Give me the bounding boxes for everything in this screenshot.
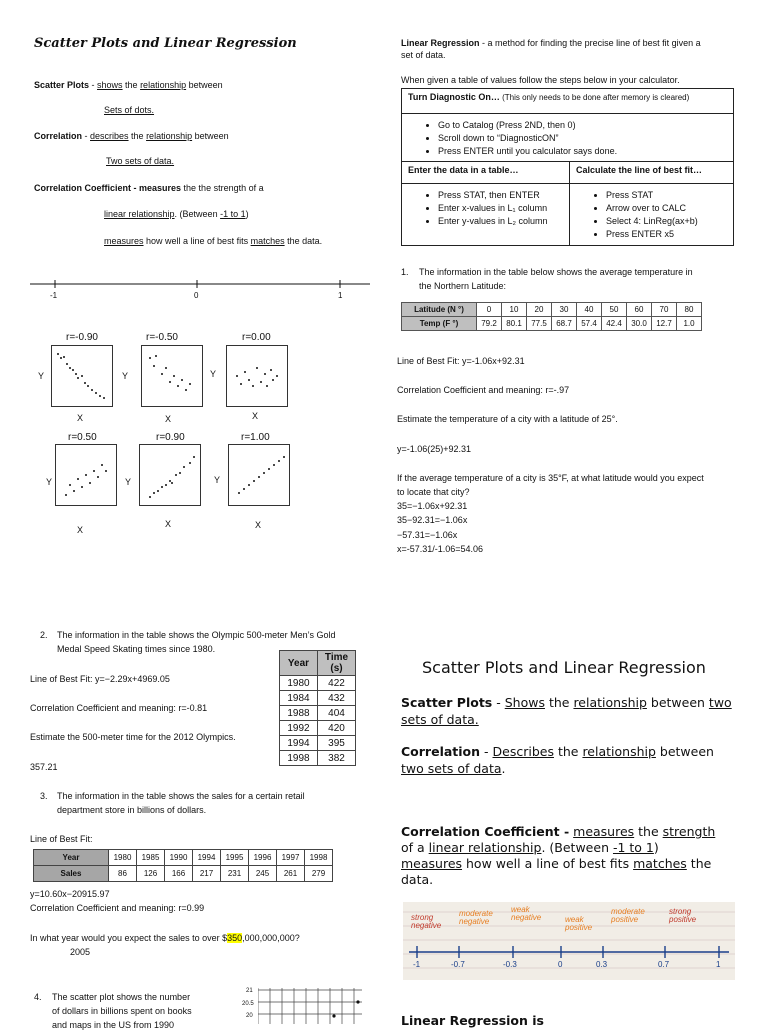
plot-3-r: r=0.00: [242, 332, 271, 343]
plot-2-x: X: [165, 414, 172, 424]
strip-label-weak-positive: weak positive: [565, 915, 593, 932]
handwritten-number-line-photo: [403, 902, 735, 980]
plot-6-y: Y: [214, 475, 221, 485]
notes-cc-line-4: data.: [401, 872, 434, 887]
q4-number: 4.: [34, 992, 42, 1002]
strip-tick-07: 0.7: [658, 960, 670, 969]
correlation-definition: Correlation - describes the relationship between: [34, 131, 229, 141]
notes-correlation-line-1: Correlation - Describes the relationship between: [401, 744, 714, 759]
calc-step-1: • Press STAT: [606, 189, 727, 202]
lr-definition-2: set of data.: [401, 50, 446, 60]
q1-work-2: 35−92.31=−1.06x: [397, 515, 468, 525]
table-row: 1992 420: [280, 721, 356, 736]
plot-1-dots: [52, 346, 112, 406]
q1-correlation: Correlation Coefficient and meaning: r=-.97: [397, 385, 570, 395]
notes-title: Scatter Plots and Linear Regression: [422, 658, 706, 677]
q4-text-2: of dollars in billions spent on books: [52, 1006, 192, 1016]
plot-1-r: r=-0.90: [66, 332, 98, 343]
q1-line-of-best-fit: Line of Best Fit: y=-1.06x+92.31: [397, 356, 525, 366]
q3-answer: 2005: [70, 947, 91, 957]
sales-year-row: Year 1980 1985 1990 1994 1995 1996 1997 1998: [34, 850, 333, 866]
correlation-number-line: [30, 272, 370, 302]
diag-step-1: • Go to Catalog (Press 2ND, then 0): [438, 119, 727, 132]
plot-4: [55, 444, 117, 506]
plot-3: [226, 345, 288, 407]
plot-6-x: X: [255, 520, 262, 530]
plot-2-y: Y: [122, 371, 129, 381]
scatter-answer: Sets of dots.: [104, 105, 155, 115]
q1-latitude-question: If the average temperature of a city is 35°F, at what latitude would you expect: [397, 473, 704, 483]
strip-tick-neg03: -0.3: [503, 960, 517, 969]
q3-number: 3.: [40, 791, 48, 801]
plot-1: [51, 345, 113, 407]
diag-step-2: • Scroll down to “DiagnosticON”: [438, 132, 727, 145]
calc-step-3: • Select 4: LinReg(ax+b): [606, 215, 727, 228]
cc-definition-3: measures how well a line of best fits matches the data.: [104, 236, 323, 246]
q3-equation: y=10.60x−20915.97: [30, 889, 110, 899]
plot-4-x: X: [77, 525, 84, 535]
plot-6: [228, 444, 290, 506]
latitude-row: Latitude (N °) 0 10 20 30 40 50 60 70 80: [402, 303, 702, 317]
numberline-mid: 0: [194, 291, 199, 300]
calc-steps: [570, 184, 734, 246]
q1-text: The information in the table below shows the average temperature in: [419, 267, 693, 277]
strip-label-weak-negative: weak negative: [511, 905, 542, 922]
lr-definition: Linear Regression - a method for finding the precise line of best fit given a: [401, 38, 701, 48]
q1-work-1: 35=−1.06x+92.31: [397, 501, 468, 511]
scatter-definition: Scatter Plots - shows the relationship between: [34, 80, 223, 90]
plot-5-r: r=0.90: [156, 432, 185, 443]
plot-2-dots: [142, 346, 202, 406]
plot-5-x: X: [165, 519, 172, 529]
plot-1-x: X: [77, 413, 84, 423]
strip-label-moderate-positive: moderate positive: [611, 907, 645, 924]
strip-tick-03: 0.3: [596, 960, 608, 969]
strip-label-strong-positive: strong positive: [669, 907, 697, 924]
plot-3-y: Y: [210, 369, 217, 379]
sales-value-row: Sales 86 126 166 217 231 245 261 279: [34, 866, 333, 882]
q3-question: In what year would you expect the sales to over $350,000,000,000?: [30, 933, 300, 943]
olympic-times-table: [279, 650, 356, 766]
notes-correlation-line-2: two sets of data.: [401, 761, 506, 776]
q2-correlation: Correlation Coefficient and meaning: r=-0.81: [30, 703, 208, 713]
q4-text: The scatter plot shows the number: [52, 992, 191, 1002]
q4-tick-205: 20.5: [242, 1001, 254, 1007]
table-row: 1994 395: [280, 736, 356, 751]
plot-2-r: r=-0.50: [146, 332, 178, 343]
left-title: Scatter Plots and Linear Regression: [34, 36, 297, 51]
notes-scatter-line-1: Scatter Plots - Shows the relationship between two: [401, 695, 732, 710]
strip-label-moderate-negative: moderate negative: [459, 909, 493, 926]
plot-4-r: r=0.50: [68, 432, 97, 443]
strip-label-strong-negative: strong negative: [411, 913, 442, 930]
calc-header: Calculate the line of best fit…: [570, 162, 734, 184]
col-time: Time (s): [318, 651, 356, 676]
cc-definition: Correlation Coefficient - measures the the strength of a: [34, 183, 264, 193]
col-year: Year: [280, 651, 318, 676]
q1-estimate-question: Estimate the temperature of a city with a latitude of 25°.: [397, 414, 618, 424]
correlation-answer: Two sets of data.: [106, 156, 175, 166]
numberline-right: 1: [338, 291, 343, 300]
q2-estimate: Estimate the 500-meter time for the 2012 Olympics.: [30, 732, 236, 742]
diag-step-3: • Press ENTER until you calculator says done.: [438, 145, 727, 158]
strip-tick-neg07: -0.7: [451, 960, 465, 969]
q3-text-2: department store in billions of dollars.: [57, 805, 207, 815]
table-row: 1998 382: [280, 751, 356, 766]
numberline-left: -1: [50, 291, 58, 300]
q4-text-3: and maps in the US from 1990: [52, 1020, 175, 1030]
enter-step-3: • Enter y-values in L₂ column: [438, 215, 563, 228]
plot-4-y: Y: [46, 477, 53, 487]
notes-linear-regression-cut: Linear Regression is: [401, 1013, 544, 1028]
calc-step-2: • Arrow over to CALC: [606, 202, 727, 215]
table-row: 1980 422: [280, 676, 356, 691]
strip-tick-neg1: -1: [413, 960, 421, 969]
q1-latitude-question-2: to locate that city?: [397, 487, 470, 497]
table-row: 1988 404: [280, 706, 356, 721]
plot-5: [139, 444, 201, 506]
calc-step-4: • Press ENTER x5: [606, 228, 727, 241]
plot-6-r: r=1.00: [241, 432, 270, 443]
q2-line-of-best-fit: Line of Best Fit: y=−2.29x+4969.05: [30, 674, 170, 684]
plot-3-x: X: [252, 411, 259, 421]
diagnostic-steps-cell: [402, 114, 734, 162]
q1-estimate-answer: y=-1.06(25)+92.31: [397, 444, 472, 454]
enter-data-steps: [402, 184, 570, 246]
latitude-table: [401, 302, 702, 331]
table-row: 1984 432: [280, 691, 356, 706]
calculator-steps-table: [401, 88, 734, 246]
notes-scatter-line-2: sets of data.: [401, 712, 479, 727]
q4-tick-21: 21: [246, 988, 253, 994]
plot-3-dots: [227, 346, 287, 406]
q2-text: The information in the table shows the Olympic 500-meter Men’s Gold: [57, 630, 336, 640]
plot-5-y: Y: [125, 477, 132, 487]
notes-cc-line-3: measures how well a line of best fits matches the: [401, 856, 712, 871]
diagnostic-header-cell: Turn Diagnostic On… (This only needs to be done after memory is cleared): [402, 89, 734, 114]
strip-tick-1: 1: [716, 960, 721, 969]
plot-6-dots: [229, 445, 289, 505]
q2-text-2: Medal Speed Skating times since 1980.: [57, 644, 216, 654]
plot-5-dots: [140, 445, 200, 505]
q1-number: 1.: [401, 267, 409, 277]
q4-tick-20: 20: [246, 1013, 253, 1019]
notes-cc-line-1: Correlation Coefficient - measures the strength: [401, 824, 716, 839]
temperature-row: Temp (F °) 79.2 80.1 77.5 68.7 57.4 42.4 30.0 12.7 1.0: [402, 317, 702, 331]
notes-cc-line-2: of a linear relationship. (Between -1 to 1): [401, 840, 659, 855]
q2-number: 2.: [40, 630, 48, 640]
q1-work-4: x=-57.31/-1.06=54.06: [397, 544, 484, 554]
q3-text: The information in the table shows the sales for a certain retail: [57, 791, 305, 801]
plot-2: [141, 345, 203, 407]
q2-answer: 357.21: [30, 762, 58, 772]
enter-data-header: Enter the data in a table…: [402, 162, 570, 184]
sales-table: [33, 849, 333, 882]
q1-text-2: the Northern Latitude:: [419, 281, 507, 291]
cc-definition-2: linear relationship. (Between -1 to 1): [104, 209, 249, 219]
plot-1-y: Y: [38, 371, 45, 381]
strip-tick-0: 0: [558, 960, 563, 969]
steps-intro: When given a table of values follow the steps below in your calculator.: [401, 75, 680, 85]
enter-step-1: • Press STAT, then ENTER: [438, 189, 563, 202]
enter-step-2: • Enter x-values in L₁ column: [438, 202, 563, 215]
q3-line-of-best-fit: Line of Best Fit:: [30, 834, 93, 844]
plot-4-dots: [56, 445, 116, 505]
q1-work-3: −57.31=−1.06x: [397, 530, 458, 540]
q4-scatter-grid: [258, 988, 368, 1024]
q3-correlation: Correlation Coefficient and meaning: r=0.99: [30, 903, 205, 913]
